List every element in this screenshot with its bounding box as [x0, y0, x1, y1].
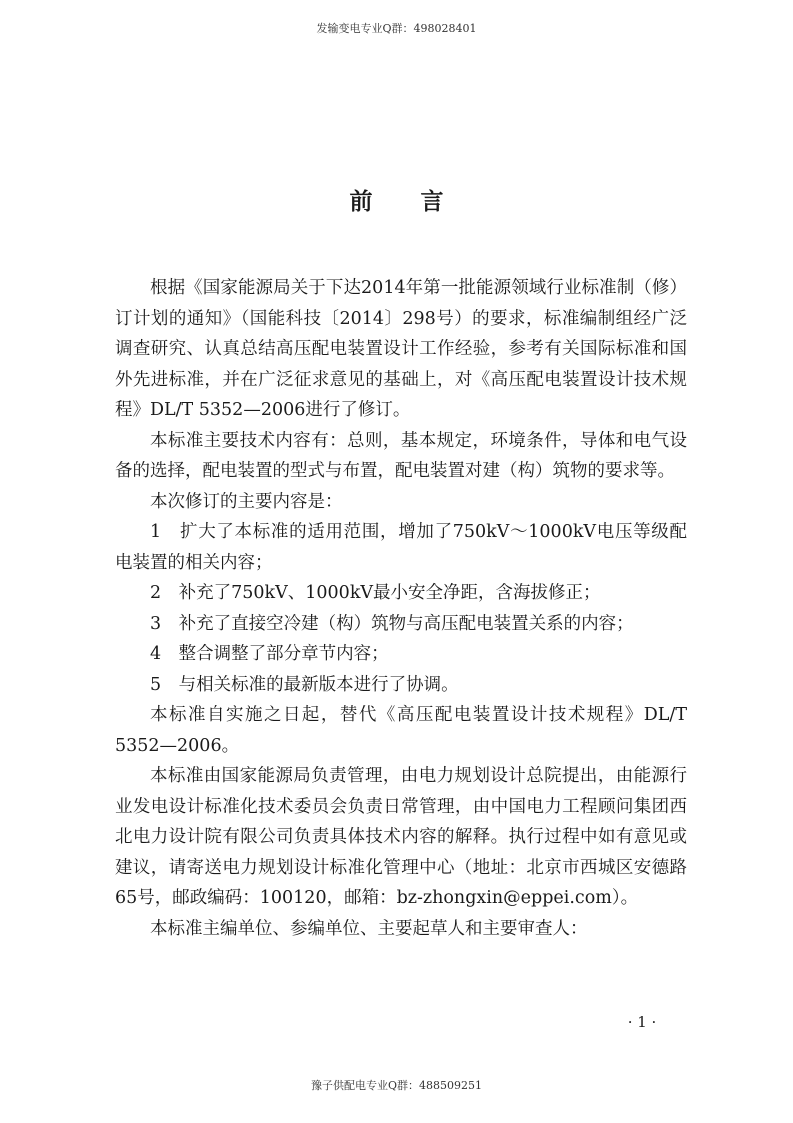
paragraph: 本标准由国家能源局负责管理，由电力规划设计总院提出，由能源行业发电设计标准化技术委员会负责日常管理，由中国电力工程顾问集团西北电力设计院有限公司负责具体技术内容的解释。执行过程中如有意见或建议，请寄送电力规划设计标准化管理中心（地址：北京市西城区安德路65号，邮政编码：100120，邮箱：bz-zhongxin@eppei.com）。	[115, 766, 687, 908]
list-item: 2 补充了750kV、1000kV最小安全净距，含海拔修正；	[150, 583, 601, 603]
list-item: 4 整合调整了部分章节内容；	[150, 644, 389, 664]
page-title: 前言	[349, 189, 492, 215]
paragraph: 本标准主要技术内容有：总则，基本规定，环境条件，导体和电气设备的选择，配电装置的型式与布置，配电装置对建（构）筑物的要求等。	[115, 430, 687, 481]
watermark-bottom: 豫子供配电专业Q群：488509251	[310, 1079, 482, 1092]
list-item: 1 扩大了本标准的适用范围，增加了750kV～1000kV电压等级配电装置的相关内容；	[115, 522, 687, 573]
watermark-top: 发输变电专业Q群：498028401	[316, 22, 477, 35]
paragraph: 本标准自实施之日起，替代《高压配电装置设计技术规程》DL/T 5352—2006。	[115, 705, 687, 756]
paragraph: 本标准主编单位、参编单位、主要起草人和主要审查人：	[150, 918, 588, 939]
list-item: 5 与相关标准的最新版本进行了协调。	[150, 674, 459, 695]
body-text	[115, 273, 687, 944]
page-number: · 1 ·	[627, 1013, 657, 1031]
list-item: 3 补充了直接空冷建（构）筑物与高压配电装置关系的内容；	[150, 613, 634, 634]
paragraph: 根据《国家能源局关于下达2014年第一批能源领域行业标准制（修）订计划的通知》（国能科技〔2014〕298号）的要求，标准编制组经广泛调查研究、认真总结高压配电装置设计工作经验，参考有关国际标准和国外先进标准，并在广泛征求意见的基础上，对《高压配电装置设计技术规程》DL/T 5352—2006进行了修订。	[115, 278, 687, 420]
paragraph: 本次修订的主要内容是：	[150, 491, 343, 512]
